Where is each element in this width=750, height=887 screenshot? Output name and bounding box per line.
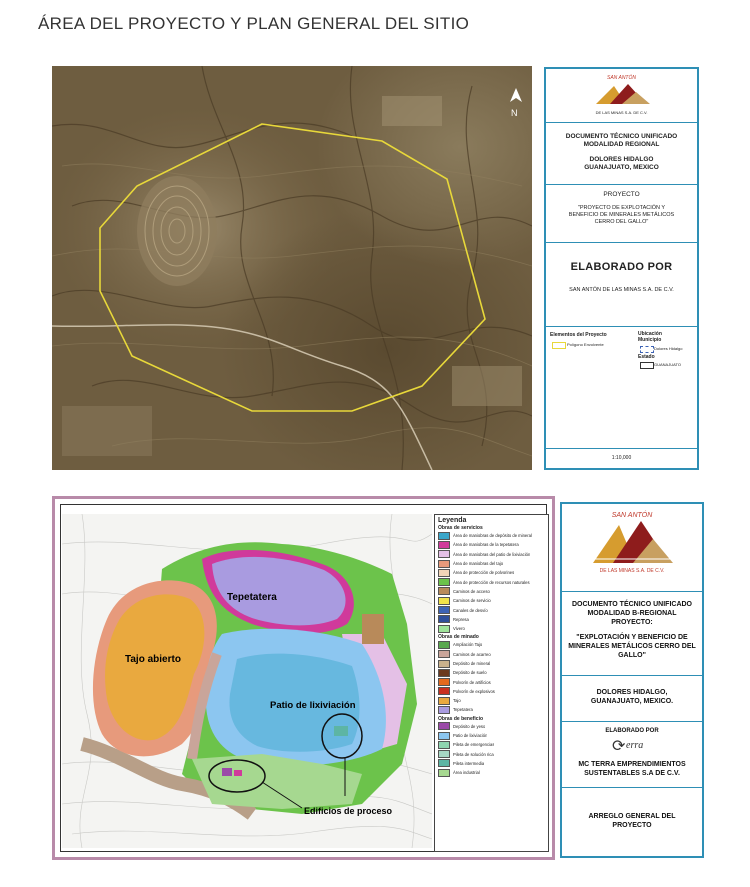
legend-label: Caminos de acceso — [453, 588, 490, 594]
doc-line2: MODALIDAD REGIONAL — [583, 141, 660, 148]
doc2-line1: DOCUMENTO TÉCNICO UNIFICADO — [571, 601, 693, 608]
satellite-image — [52, 66, 532, 470]
legend-label: Depósito de mineral — [453, 661, 491, 666]
place2-line1: DOLORES HIDALGO, — [596, 689, 668, 696]
legend-item — [438, 659, 545, 668]
legend-item — [438, 731, 545, 740]
legend-label: Tepetatera — [453, 707, 473, 713]
polygon-swatch — [552, 342, 566, 349]
legend-swatch — [438, 687, 450, 695]
legend-item — [438, 650, 545, 659]
map1-legend — [546, 327, 697, 449]
legend-item — [438, 568, 545, 577]
project-line2: BENEFICIO DE MINERALES METÁLICOS — [568, 212, 675, 218]
municipio-label: Municipio — [638, 337, 662, 343]
legend-swatch — [438, 759, 450, 767]
legend-swatch — [438, 706, 450, 714]
mountains-logo-icon-2 — [589, 519, 675, 563]
legend-swatch — [438, 532, 450, 540]
legend-label: Área de protección de recursos naturales — [453, 579, 530, 585]
project2-line1: "EXPLOTACIÓN Y BENEFICIO DE — [576, 634, 688, 641]
legend-item: Polígono Envolvente — [567, 342, 604, 347]
site-plan-map[interactable] — [62, 514, 432, 848]
legend-swatch — [438, 669, 450, 677]
legend-item — [438, 705, 545, 714]
project-line3: CERRO DEL GALLO" — [594, 219, 649, 225]
map2-title-block — [560, 502, 704, 858]
legend-swatch — [438, 741, 450, 749]
estado-swatch — [640, 362, 654, 369]
legend-label: Área industrial — [453, 770, 480, 776]
satellite-map[interactable] — [52, 66, 532, 470]
legend-item — [438, 677, 545, 686]
legend-group-heading: Obras de servicios — [438, 525, 483, 531]
company2-line1: MC TERRA EMPRENDIMIENTOS — [578, 761, 686, 768]
legend-item — [438, 559, 545, 568]
legend-item — [438, 687, 545, 696]
elaborado-label: ELABORADO POR — [570, 261, 673, 273]
legend-item — [438, 722, 545, 731]
logo-text: SAN ANTÓN — [607, 75, 636, 81]
doc-line1: DOCUMENTO TÉCNICO UNIFICADO — [565, 133, 678, 140]
legend-swatch — [438, 678, 450, 686]
company-name: SAN ANTÓN DE LAS MINAS S.A. DE C.V. — [569, 287, 674, 293]
logo-sub-2: DE LAS MINAS S.A. DE C.V. — [599, 568, 665, 574]
legend-title: Leyenda — [438, 517, 467, 524]
legend-label: Depósito de yeso — [453, 723, 486, 729]
logo-section-2 — [562, 504, 702, 592]
legend-swatch — [438, 569, 450, 577]
legend-swatch — [438, 650, 450, 658]
doc2-line3: PROYECTO: — [611, 619, 653, 626]
logo-text-2: SAN ANTÓN — [611, 512, 653, 519]
label-edificios: Edificios de proceso — [304, 806, 393, 816]
legend-item — [438, 750, 545, 759]
legend-label: Pileta de emergencias — [453, 742, 495, 748]
legend-label: Pileta de solución rica — [453, 751, 494, 757]
legend-item — [438, 696, 545, 705]
legend-swatch — [438, 641, 450, 649]
legend-item — [438, 540, 545, 549]
legend-body — [438, 525, 545, 777]
terra-logo-icon: ⟳ — [612, 738, 626, 755]
legend-swatch — [438, 769, 450, 777]
legend-item — [438, 605, 545, 614]
project-heading: PROYECTO — [603, 191, 640, 198]
legend-item — [438, 587, 545, 596]
legend-swatch — [438, 660, 450, 668]
legend-label: Polvorín de explosivos — [453, 688, 495, 694]
label-tajo: Tajo abierto — [125, 654, 181, 665]
legend-title: Elementos del Proyecto — [550, 332, 607, 338]
legend-item — [438, 640, 545, 649]
legend-swatch — [438, 722, 450, 730]
logo-section — [546, 69, 697, 123]
legend-label: Área de protección de polvorines — [453, 570, 515, 576]
project-line1: "PROYECTO DE EXPLOTACIÓN Y — [577, 205, 666, 211]
legend-label: Ampliación Tajo — [453, 642, 483, 648]
place-line1: DOLORES HIDALGO — [589, 156, 654, 163]
municipio-swatch — [640, 346, 654, 353]
legend-swatch — [438, 550, 450, 558]
legend-item — [438, 615, 545, 624]
legend-label: Represa — [453, 616, 469, 622]
place2-line2: GUANAJUATO, MEXICO. — [590, 698, 674, 705]
map-scale: 1:10,000 — [611, 455, 632, 461]
document-section — [546, 123, 697, 185]
legend-label: Caminos de acarreo — [453, 651, 491, 657]
terra-logo — [612, 738, 652, 754]
mountains-logo-icon — [592, 82, 652, 104]
legend-label: Polvorín de artificios — [453, 679, 491, 685]
legend-item — [438, 550, 545, 559]
legend-swatch — [438, 597, 450, 605]
elaborado2-label: ELABORADO POR — [605, 728, 659, 734]
company2-line2: SUSTENTABLES S.A DE C.V. — [584, 770, 680, 777]
label-patio: Patio de lixiviación — [270, 700, 356, 711]
legend-label: Tajo — [453, 698, 461, 704]
municipio-item: Dolores Hidalgo — [654, 346, 683, 351]
site-plan-legend — [434, 514, 549, 852]
legend-swatch — [438, 697, 450, 705]
legend-label: Canales de desvío — [453, 607, 488, 613]
plan2-line1: ARREGLO GENERAL DEL — [588, 813, 676, 820]
place-section-2 — [562, 676, 702, 722]
legend-group-heading: Obras de beneficio — [438, 715, 484, 722]
plan-section-2 — [562, 788, 702, 856]
legend-item — [438, 596, 545, 605]
label-tepetatera: Tepetatera — [227, 592, 277, 603]
legend-swatch — [438, 732, 450, 740]
legend-label: Depósito de suelo — [453, 670, 487, 676]
doc2-line2: MODALIDAD B-REGIONAL — [587, 610, 677, 617]
legend-item — [438, 740, 545, 749]
legend-item — [438, 768, 545, 777]
legend-item — [438, 668, 545, 677]
legend-item — [438, 577, 545, 586]
legend-label: Área de maniobras del tajo — [453, 561, 504, 567]
legend-item — [438, 531, 545, 540]
legend-swatch — [438, 587, 450, 595]
legend-item — [438, 759, 545, 768]
north-label: N — [511, 108, 518, 118]
estado-label: Estado — [638, 354, 655, 360]
place-line2: GUANAJUATO, MEXICO — [584, 164, 659, 171]
legend-swatch — [438, 560, 450, 568]
legend-label: Patio de lixiviación — [453, 733, 488, 739]
legend-label: Caminos de servicio — [453, 598, 491, 604]
project2-line3: GALLO" — [618, 652, 646, 659]
legend-label: Área de maniobras de depósito de mineral — [453, 533, 532, 539]
legend-label: Área de maniobras de la tepetatera — [453, 542, 519, 548]
legend-swatch — [438, 541, 450, 549]
terra-logo-text: erra — [626, 740, 644, 751]
logo-sub: DE LAS MINAS S.A. DE C.V. — [595, 110, 648, 115]
legend-label: Área de maniobras del patio de lixiviación — [453, 551, 531, 557]
plan2-line2: PROYECTO — [612, 822, 652, 829]
project2-line2: MINERALES METÁLICOS CERRO DEL — [568, 643, 696, 650]
legend-label: Pileta intermedia — [453, 760, 485, 766]
page-title: ÁREA DEL PROYECTO Y PLAN GENERAL DEL SITIO — [38, 14, 470, 33]
estado-item: GUANAJUATO — [654, 362, 681, 367]
legend-swatch — [438, 625, 450, 633]
ubicacion-label: Ubicación — [638, 331, 662, 337]
legend-swatch — [438, 578, 450, 586]
legend-label: Vivero — [453, 626, 465, 632]
author-section-2 — [562, 722, 702, 788]
legend-swatch — [438, 615, 450, 623]
project-section — [546, 185, 697, 243]
legend-swatch — [438, 606, 450, 614]
map1-title-block — [544, 67, 699, 470]
legend-swatch — [438, 750, 450, 758]
author-section — [546, 243, 697, 327]
legend-item — [438, 624, 545, 633]
document-section-2 — [562, 592, 702, 676]
legend-group-heading: Obras de minado — [438, 634, 479, 641]
